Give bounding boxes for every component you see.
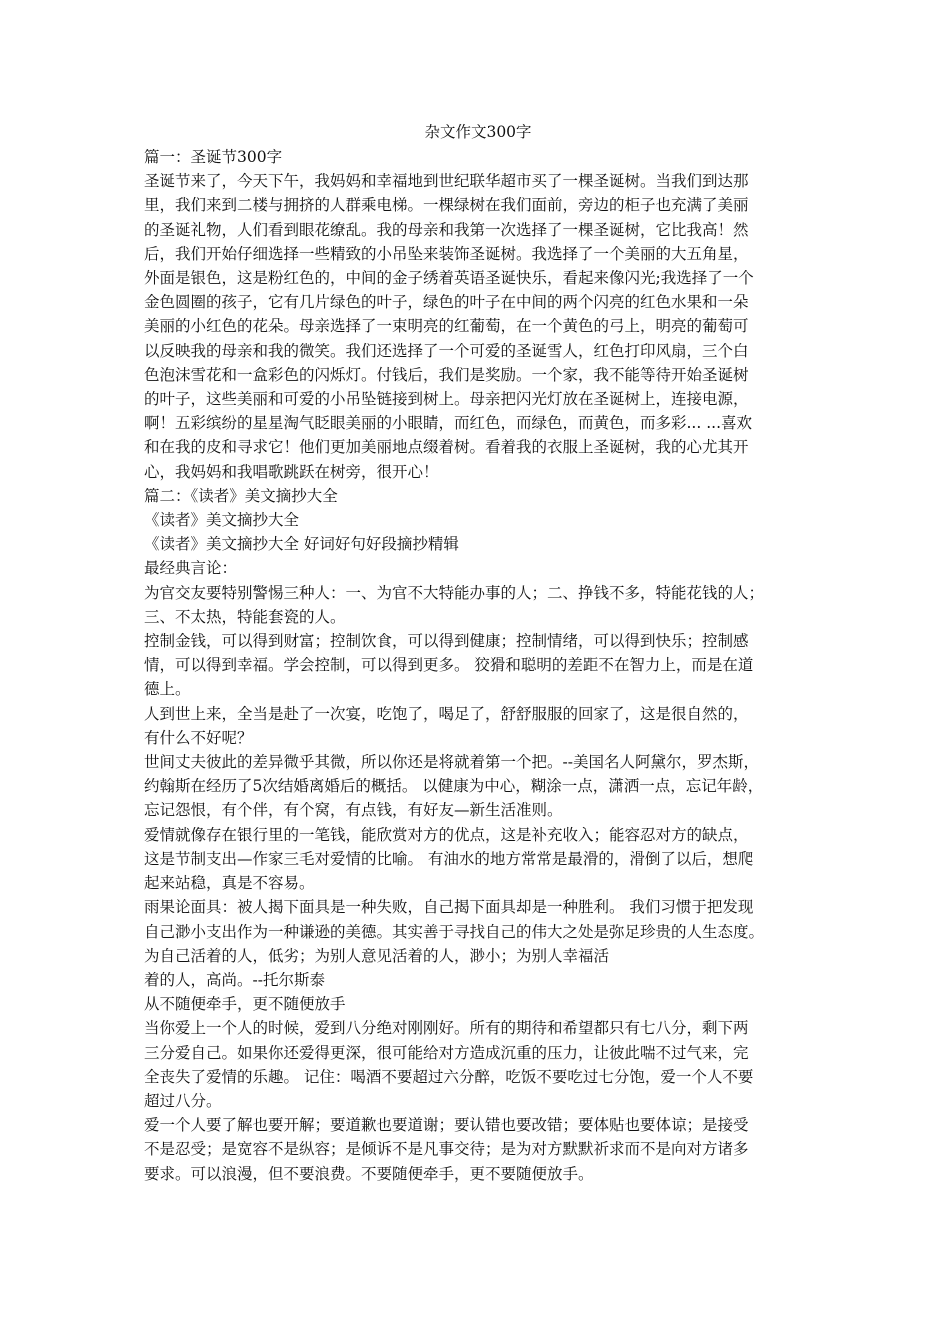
text-line: 当你爱上一个人的时候，爱到八分绝对刚刚好。所有的期待和希望都只有七八分，剩下两: [144, 1019, 749, 1038]
text-line: 爱情就像存在银行里的一笔钱，能欣赏对方的优点，这是补充收入；能容忍对方的缺点，: [144, 825, 749, 844]
text-line: 不是忍受；是宽容不是纵容；是倾诉不是凡事交待；是为对方默默祈求而不是向对方诸多: [144, 1140, 749, 1159]
text-line: 情，可以得到幸福。学会控制，可以得到更多。 狡猾和聪明的差距不在智力上，而是在道: [144, 656, 754, 675]
text-line: 从不随便牵手，更不随便放手: [144, 995, 346, 1014]
text-line: 为自己活着的人，低劣；为别人意见活着的人，渺小；为别人幸福活: [144, 946, 610, 965]
paragraph: [144, 750, 812, 823]
text-line: 超过八分。: [144, 1091, 222, 1110]
text-line: 爱一个人要了解也要开解；要道歉也要道谢；要认错也要改错；要体贴也要体谅；是接受: [144, 1116, 749, 1135]
text-line: 三、不太热，特能套瓷的人。: [144, 607, 346, 626]
paragraph: [144, 629, 812, 702]
text-line: 的叶子，这些美丽和可爱的小吊坠链接到树上。母亲把闪光灯放在圣诞树上，连接电源，: [144, 390, 749, 409]
text-line: 为官交友要特别警惕三种人：一、为官不大特能办事的人；二、挣钱不多，特能花钱的人；: [144, 583, 765, 602]
paragraph: [144, 169, 812, 484]
paragraph: [144, 702, 812, 750]
text-line: 和在我的皮和寻求它！他们更加美丽地点缀着树。看着我的衣服上圣诞树，我的心尤其开: [144, 438, 749, 457]
text-line: 三分爱自己。如果你还爱得更深，很可能给对方造成沉重的压力，让彼此喘不过气来，完: [144, 1043, 749, 1062]
text-line: 啊！五彩缤纷的星星淘气眨眼美丽的小眼睛，而红色，而绿色，而黄色，而多彩... ...喜欢: [144, 414, 752, 433]
text-line: 德上。: [144, 680, 191, 699]
text-line: 篇一：圣诞节300字: [144, 148, 283, 166]
text-line: 美丽的小红色的花朵。母亲选择了一束明亮的红葡萄，在一个黄色的弓上，明亮的葡萄可: [144, 317, 749, 336]
paragraph: [144, 145, 812, 169]
paragraph: [144, 581, 812, 629]
paragraph: [144, 484, 812, 508]
text-line: 里，我们来到二楼与拥挤的人群乘电梯。一棵绿树在我们面前，旁边的柜子也充满了美丽: [144, 196, 749, 215]
document-title: 杂文作文300字: [424, 123, 532, 141]
text-line: 心，我妈妈和我唱歌跳跃在树旁，很开心！: [144, 462, 439, 481]
paragraph: [144, 1016, 812, 1113]
text-line: 《读者》美文摘抄大全 好词好句好段摘抄精辑: [144, 535, 459, 554]
text-line: 以反映我的母亲和我的微笑。我们还选择了一个可爱的圣诞雪人，红色打印风扇，三个白: [144, 341, 749, 360]
text-line: 约翰斯在经历了5次结婚离婚后的概括。 以健康为中心，糊涂一点，潇洒一点，忘记年龄，: [144, 777, 764, 796]
paragraph: [144, 532, 812, 556]
text-line: 起来站稳，真是不容易。: [144, 874, 315, 893]
paragraph: [144, 556, 812, 580]
paragraph: [144, 895, 812, 992]
paragraph: [144, 1113, 812, 1186]
document-page: [144, 120, 812, 1186]
paragraph: [144, 992, 812, 1016]
text-line: 世间丈夫彼此的差异微乎其微，所以你还是将就着第一个把。--美国名人阿黛尔，罗杰斯，: [144, 753, 759, 772]
text-line: 着的人，高尚。--托尔斯泰: [144, 970, 325, 989]
paragraph: [144, 508, 812, 532]
text-line: 全丧失了爱情的乐趣。 记住：喝酒不要超过六分醉，吃饭不要吃过七分饱，爱一个人不要: [144, 1067, 754, 1086]
text-line: 圣诞节来了，今天下午，我妈妈和幸福地到世纪联华超市买了一棵圣诞树。当我们到达那: [144, 172, 749, 191]
text-line: 有什么不好呢？: [144, 728, 253, 747]
text-line: 的圣诞礼物，人们看到眼花缭乱。我的母亲和我第一次选择了一棵圣诞树，它比我高！然: [144, 220, 749, 239]
text-line: 人到世上来，全当是赴了一次宴，吃饱了，喝足了，舒舒服服的回家了，这是很自然的，: [144, 704, 749, 723]
text-line: 外面是银色，这是粉红色的，中间的金子绣着英语圣诞快乐，看起来像闪光;我选择了一个: [144, 269, 754, 288]
text-line: 雨果论面具：被人揭下面具是一种失败，自己揭下面具却是一种胜利。 我们习惯于把发现: [144, 898, 754, 917]
text-line: 《读者》美文摘抄大全: [144, 511, 300, 530]
text-line: 后，我们开始仔细选择一些精致的小吊坠来装饰圣诞树。我选择了一个美丽的大五角星，: [144, 244, 749, 263]
text-line: 控制金钱，可以得到财富；控制饮食，可以得到健康；控制情绪，可以得到快乐；控制感: [144, 632, 749, 651]
paragraph: [144, 823, 812, 896]
text-line: 色泡沫雪花和一盒彩色的闪烁灯。付钱后，我们是奖励。一个家，我不能等待开始圣诞树: [144, 365, 749, 384]
text-line: 要求。可以浪漫，但不要浪费。不要随便牵手，更不要随便放手。: [144, 1164, 594, 1183]
text-line: 自己渺小支出作为一种谦逊的美德。其实善于寻找自己的伟大之处是弥足珍贵的人生态度。: [144, 922, 765, 941]
document-body: [144, 145, 812, 1186]
text-line: 忘记怨恨，有个伴，有个窝，有点钱，有好友—新生活准则。: [144, 801, 563, 820]
text-line: 这是节制支出—作家三毛对爱情的比喻。 有油水的地方常常是最滑的，滑倒了以后，想爬: [144, 849, 754, 868]
text-line: 金色圆圈的孩子，它有几片绿色的叶子，绿色的叶子在中间的两个闪亮的红色水果和一朵: [144, 293, 749, 312]
text-line: 最经典言论：: [144, 559, 238, 578]
text-line: 篇二：《读者》美文摘抄大全: [144, 486, 338, 505]
